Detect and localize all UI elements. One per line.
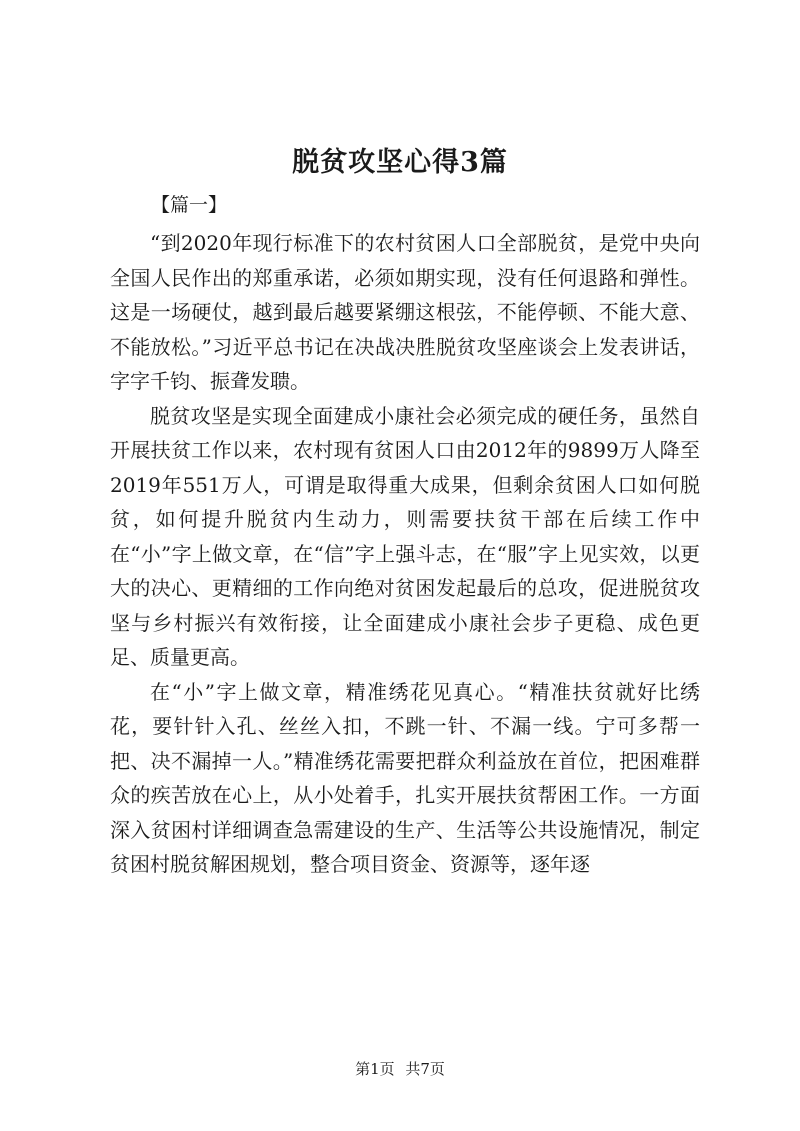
document-body [110, 226, 700, 882]
page-total: 共7页 [405, 1060, 445, 1078]
page-footer [0, 1058, 800, 1079]
paragraph: “到2020年现行标准下的农村贫困人口全部脱贫，是党中央向全国人民作出的郑重承诺，必须如期实现，没有任何退路和弹性。这是一场硬仗，越到最后越要紧绷这根弦，不能停顿、不能大意、不能放松。”习近平总书记在决战决胜脱贫攻坚座谈会上发表讲话，字字千钧、振聋发聩。 [110, 231, 700, 393]
paragraph: 在“小”字上做文章，精准绣花见真心。“精准扶贫就好比绣花，要针针入孔、丝丝入扣，不跳一针、不漏一线。宁可多帮一把、决不漏掉一人。”精准绣花需要把群众利益放在首位，把困难群众的疾苦放在心上，从小处着手，扎实开展扶贫帮困工作。一方面深入贫困村详细调查急需建设的生产、生活等公共设施情况，制定贫困村脱贫解困规划，整合项目资金、资源等，逐年逐 [110, 679, 700, 876]
document-title: 脱贫攻坚心得3篇 [292, 147, 508, 178]
section-label: 【篇一】 [151, 194, 228, 216]
paragraph: 脱贫攻坚是实现全面建成小康社会必须完成的硬任务，虽然自开展扶贫工作以来，农村现有贫困人口由2012年的9899万人降至2019年551万人，可谓是取得重大成果，但剩余贫困人口如何脱贫，如何提升脱贫内生动力，则需要扶贫干部在后续工作中在“小”字上做文章，在“信”字上强斗志，在“服”字上见实效，以更大的决心、更精细的工作向绝对贫困发起最后的总攻，促进脱贫攻坚与乡村振兴有效衔接，让全面建成小康社会步子更稳、成色更足、质量更高。 [110, 403, 700, 669]
page-number: 第1页 [355, 1060, 395, 1078]
